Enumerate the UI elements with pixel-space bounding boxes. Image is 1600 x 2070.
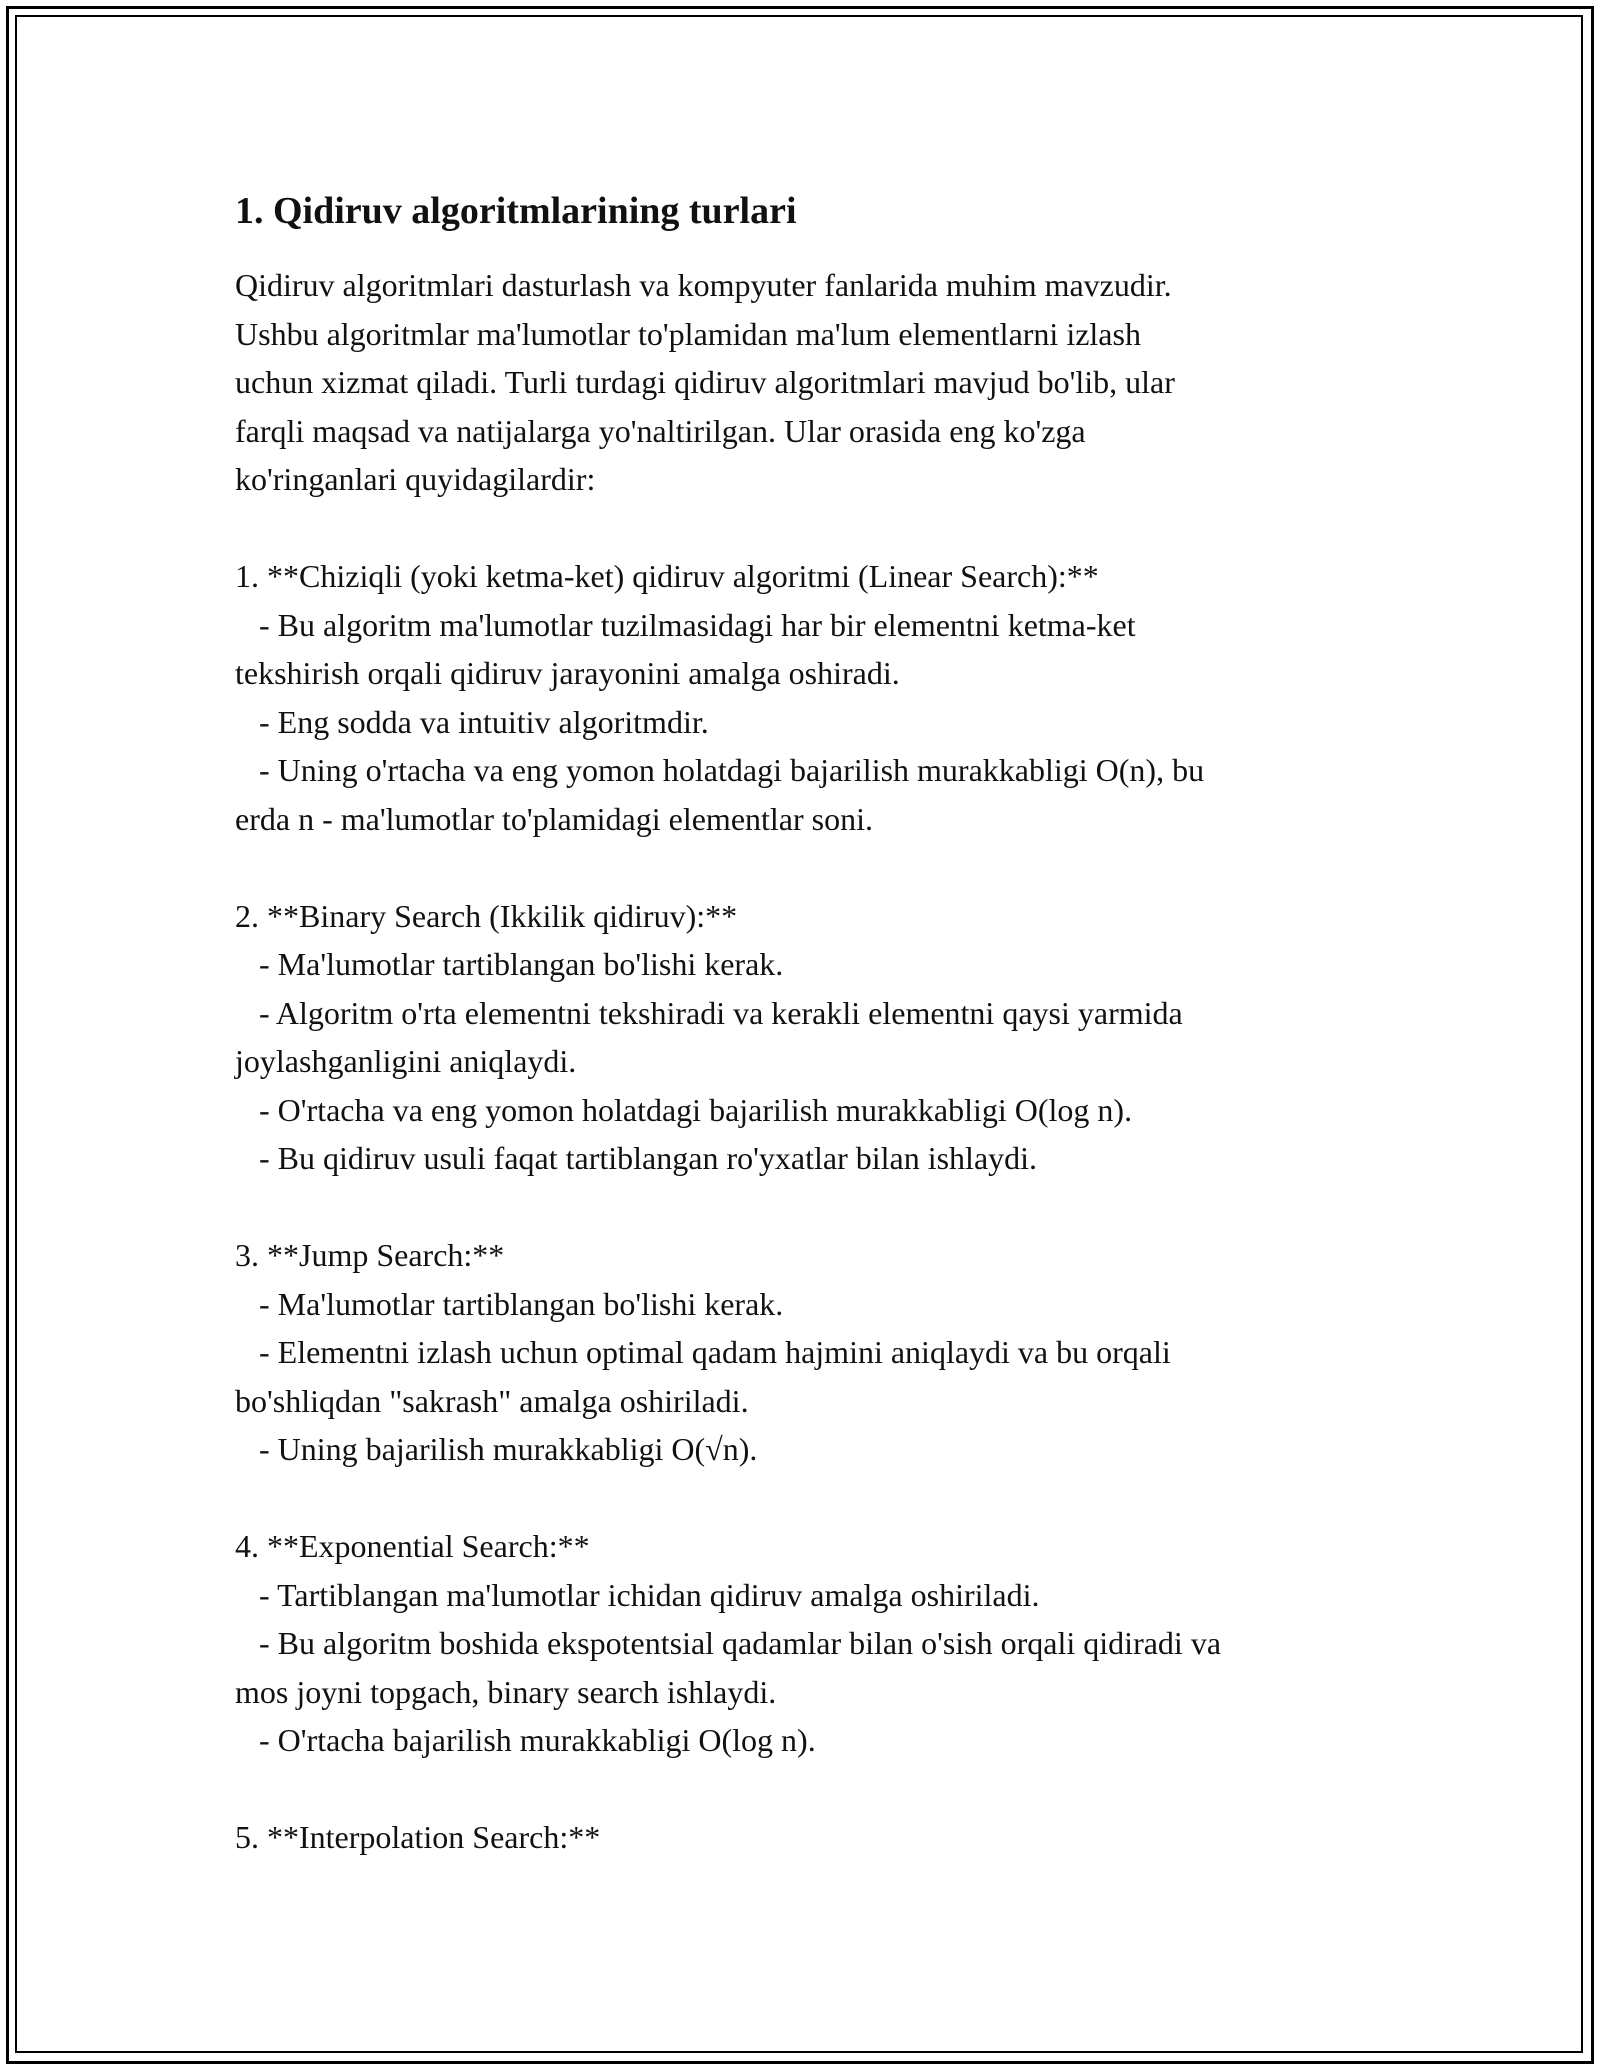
document-body: Qidiruv algoritmlari dasturlash va kompyuter fanlarida muhim mavzudir. Ushbu algoritmlar ma'lumotlar to'plamidan ma'lum elementlarni izlash uchun xizmat qiladi. Turli turdagi qidiruv algoritmlari mavjud bo'lib, ular farqli maqsad va natijalarga yo'naltirilgan. Ular orasida eng ko'zga ko'ringanlari quyidagilardir: 1. **Chiziqli (yoki ketma-ket) qidiruv algoritmi (Linear Search):** - Bu algoritm ma'lumotlar tuzilmasidagi har bir elementni ketma-ket tekshirish orqali qidiruv jarayonini amalga oshiradi. - Eng sodda va intuitiv algoritmdir. - Uning o'rtacha va eng yomon holatdagi bajarilish murakkabligi O(n), bu erda n - ma'lumotlar to'plamidagi elementlar soni. 2. **Binary Search (Ikkilik qidiruv):** - Ma'lumotlar tartiblangan bo'lishi kerak. - Algoritm o'rta elementni tekshiradi va kerakli elementni qaysi yarmida joylashganligini aniqlaydi. - O'rtacha va eng yomon holatdagi bajarilish murakkabligi O(log n). - Bu qidiruv usuli faqat tartiblangan ro'yxatlar bilan ishlaydi. 3. **Jump Search:** - Ma'lumotlar tartiblangan bo'lishi kerak. - Elementni izlash uchun optimal qadam hajmini aniqlaydi va bu orqali bo'shliqdan "sakrash" amalga oshiriladi. - Uning bajarilish murakkabligi O(√n). 4. **Exponential Search:** - Tartiblangan ma'lumotlar ichidan qidiruv amalga oshiriladi. - Bu algoritm boshida ekspotentsial qadamlar bilan o'sish orqali qidiradi va mos joyni topgach, binary search ishlaydi. - O'rtacha bajarilish murakkabligi O(log n). 5. **Interpolation Search:** [235, 267, 1222, 1855]
document-content [235, 185, 1385, 1862]
document-title: 1. Qidiruv algoritmlarining turlari [235, 190, 797, 232]
